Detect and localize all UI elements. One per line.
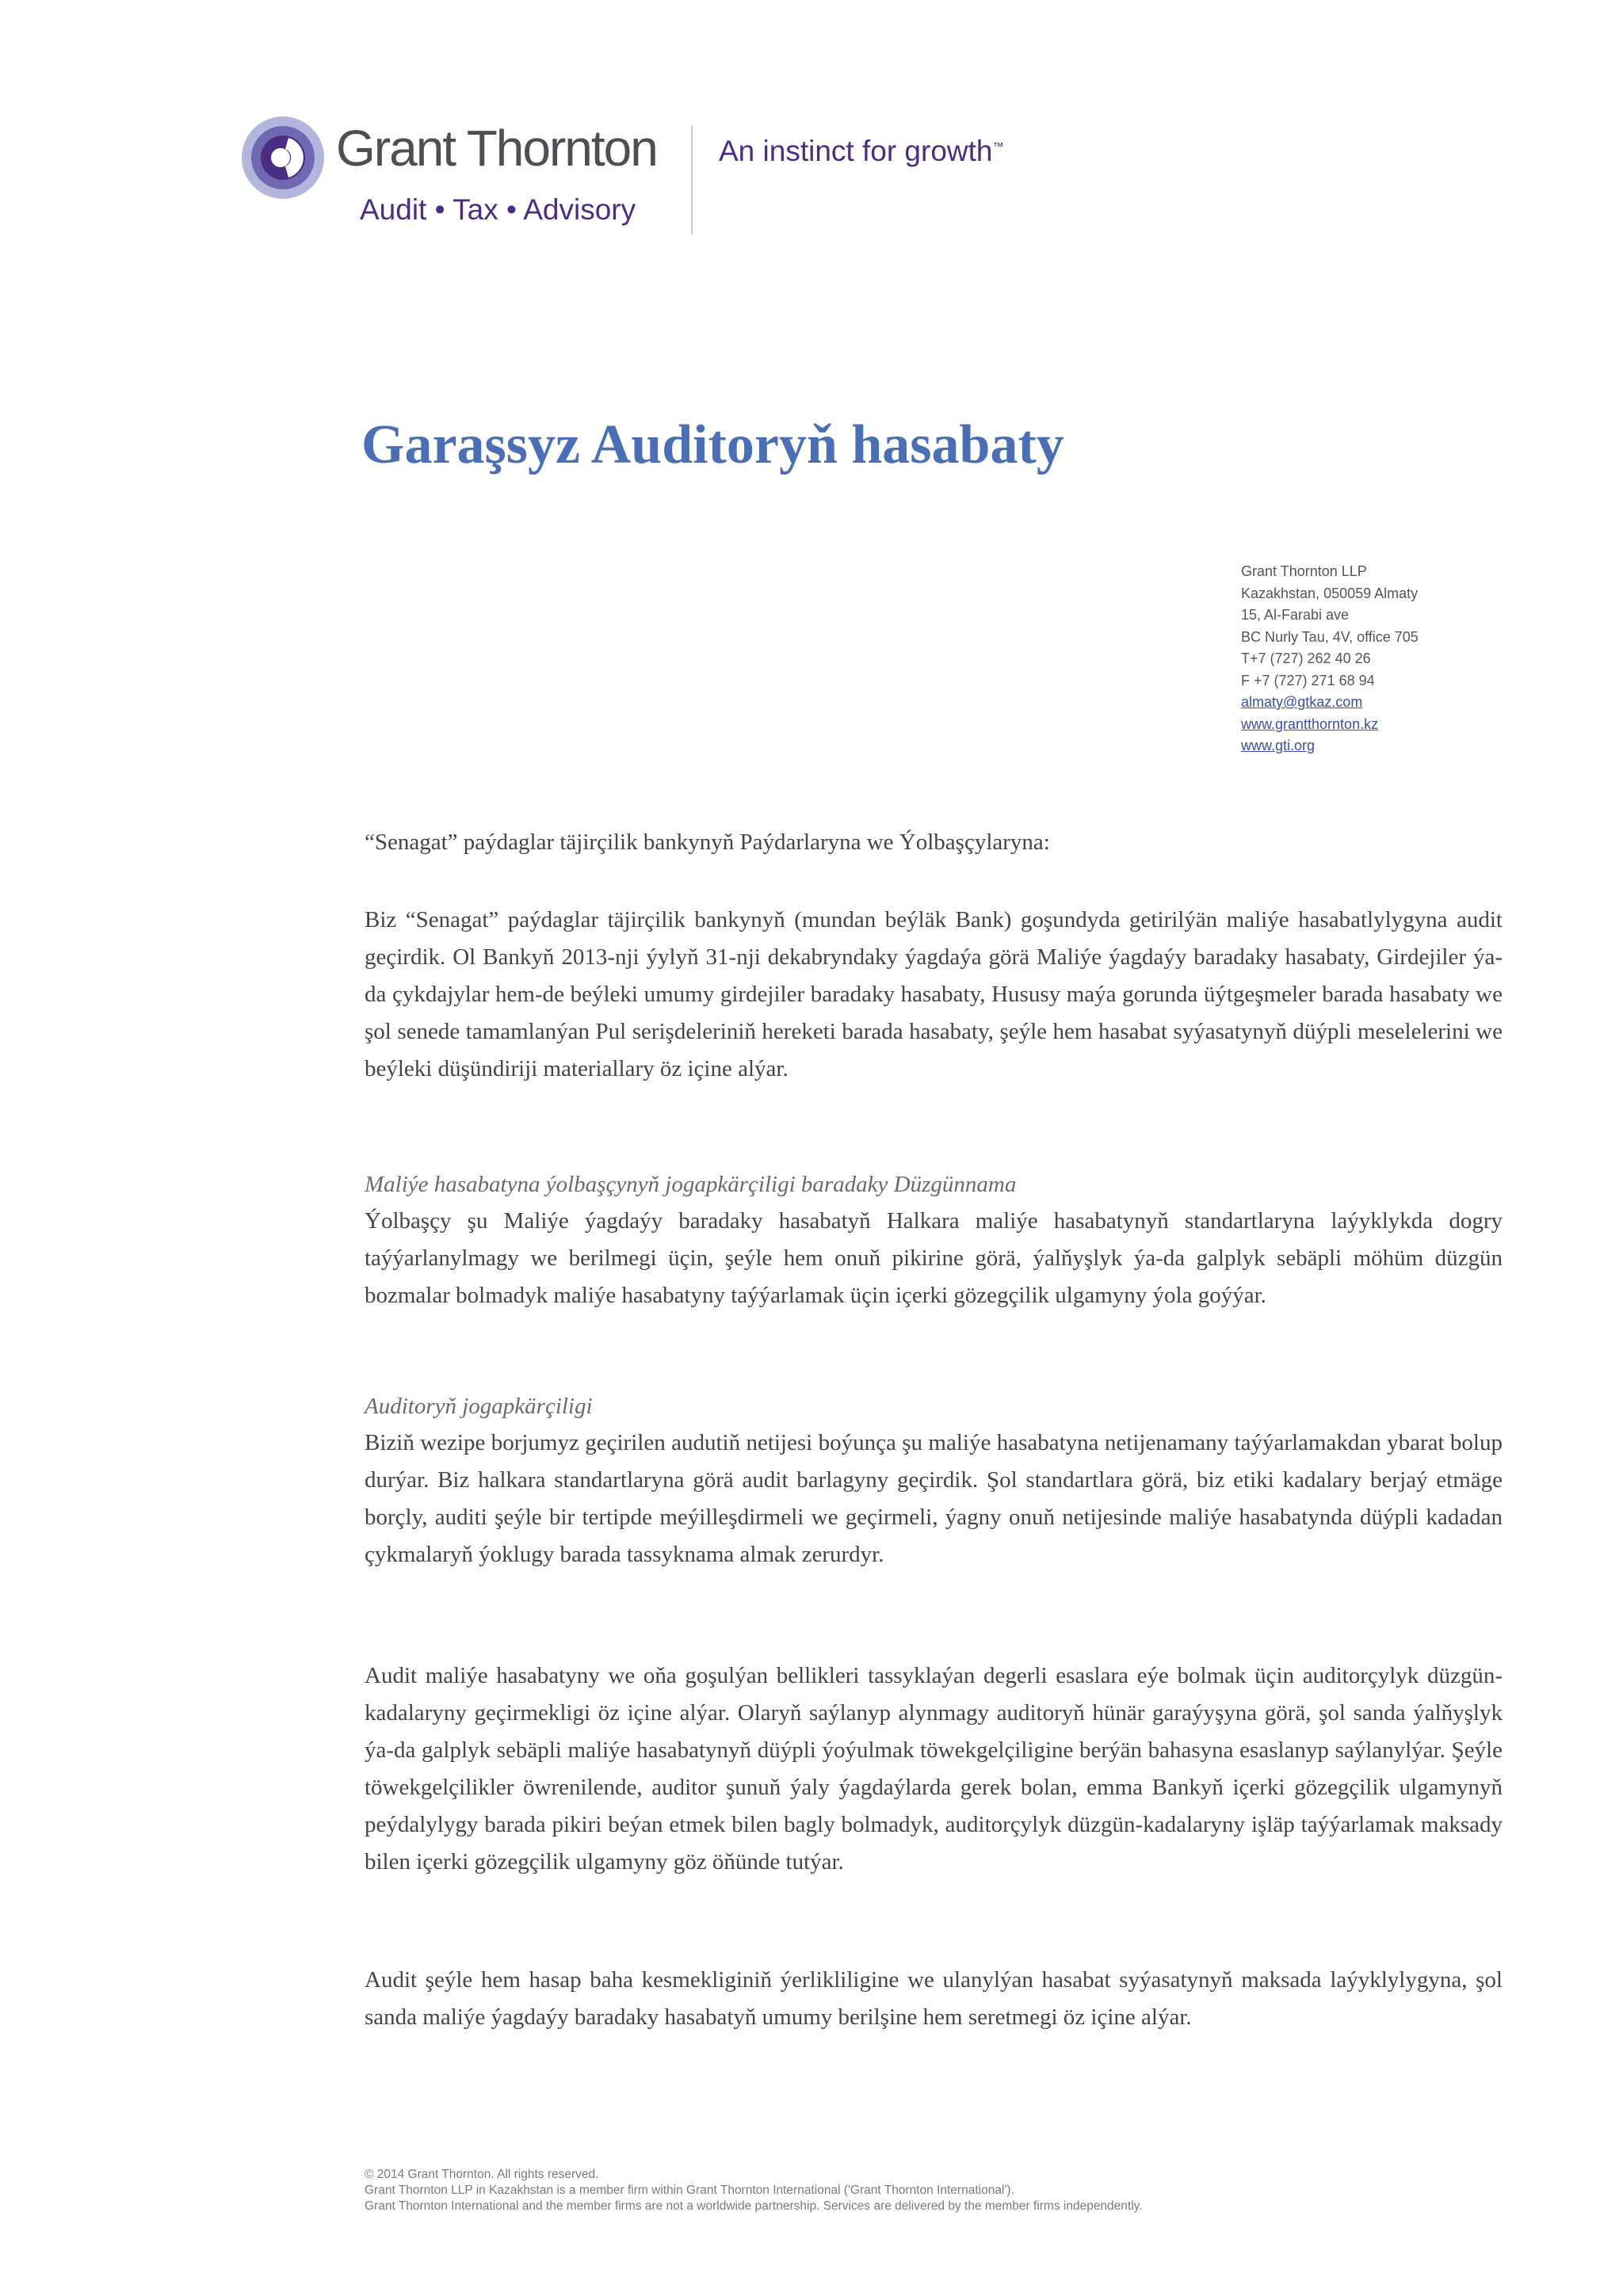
address-block bbox=[1241, 561, 1479, 757]
address-company: Grant Thornton LLP bbox=[1241, 563, 1367, 579]
address-fax: F +7 (727) 271 68 94 bbox=[1241, 672, 1375, 688]
header-divider bbox=[691, 125, 693, 235]
section-management-paragraph bbox=[365, 1203, 1503, 1314]
tagline bbox=[719, 135, 1003, 168]
section2-heading-text: Auditoryň jogapkärçiligi bbox=[365, 1394, 593, 1419]
email-link[interactable]: almaty@gtkaz.com bbox=[1241, 694, 1363, 710]
section2-text: Biziň wezipe borjumyz geçirilen audutiň netijesi boýunça şu maliýe hasabatyna netijenamany taýýarlamakdan ybarat bolup durýar. Biz halkara standartlaryna görä audit barlagyny geçirdik. Şol standartlara görä, biz etiki kadalary berjaý etmäge borçly, auditi şeýle bir tertipde meýilleşdirmeli we geçirmeli, ýagny onuň netijesinde maliýe hasabatynda düýpli kadadan çykmalaryň ýoklugy barada tassyknama almak zerurdyr. bbox=[365, 1430, 1503, 1567]
tagline-text: An instinct for growth bbox=[719, 135, 993, 167]
footer-member-note: Grant Thornton LLP in Kazakhstan is a member firm within Grant Thornton International ('Grant Thornton International'). bbox=[365, 2183, 1014, 2197]
intro-paragraph bbox=[365, 902, 1503, 1088]
audit-procedures-paragraph bbox=[365, 1657, 1503, 1881]
global-website-link[interactable]: www.gti.org bbox=[1241, 738, 1316, 753]
salutation bbox=[365, 824, 1503, 861]
section-auditor-paragraph bbox=[365, 1425, 1503, 1573]
audit-evaluation-paragraph bbox=[365, 1962, 1503, 2036]
brand-services: Audit • Tax • Advisory bbox=[360, 193, 636, 226]
address-line1: Kazakhstan, 050059 Almaty bbox=[1241, 585, 1419, 601]
footer bbox=[365, 2167, 1553, 2214]
intro-text: Biz “Senagat” paýdaglar täjirçilik bankynyň (mundan beýläk Bank) goşundyda getirilýän maliýe hasabatlylygyna audit geçirdik. Ol Bankyň 2013-nji ýylyň 31-nji dekabryndaky ýagdaýa görä Maliýe ýagdaýy baradaky hasabaty, Girdejiler ýa-da çykdajylar hem-de beýleki umumy girdejiler baradaky hasabaty, Hususy maýa gorunda üýtgeşmeler barada hasabaty we şol senede tamamlanýan Pul serişdeleriniň hereketi barada hasabaty, şeýle hem hasabat syýasatynyň düýpli meselelerini we beýleki düşündiriji materiallary öz içine alýar. bbox=[365, 907, 1503, 1081]
section1-text: Ýolbaşçy şu Maliýe ýagdaýy baradaky hasabatyň Halkara maliýe hasabatynyň standartlaryna laýyklykda dogry taýýarlanylmagy we berilmegi üçin, şeýle hem onuň pikirine görä, ýalňyşlyk ýa-da galplyk sebäpli möhüm düzgün bozmalar bolmadyk maliýe hasabatyny taýýarlamak üçin içerki gözegçilik ulgamyny ýola goýýar. bbox=[365, 1208, 1503, 1308]
salutation-text: “Senagat” paýdaglar täjirçilik bankynyň Paýdarlaryna we Ýolbaşçylaryna: bbox=[365, 830, 1050, 855]
address-phone: T+7 (727) 262 40 26 bbox=[1241, 650, 1371, 666]
letterhead bbox=[239, 108, 1032, 242]
para3-text: Audit maliýe hasabatyny we oňa goşulýan bellikleri tassyklaýan degerli esaslara eýe bolmak üçin auditorçylyk düzgün-kadalaryny geçirmekligi öz içine alýar. Olaryň saýlanyp alynmagy auditoryň hünär garaýyşyna görä, şol sanda ýalňyşlyk ýa-da galplyk sebäpli maliýe hasabatynyň düýpli ýoýulmak töwekgelçiligine berýän bahasyna esaslanyp saýlanylýar. Şeýle töwekgelçilikler öwrenilende, auditor şunuň ýaly ýagdaýlarda gerek bolan, emma Bankyň içerki gözegçilik ulgamynyň peýdalylygy barada pikiri beýan etmek bilen bagly bolmadyk, auditorçylyk düzgün-kadalaryny işläp taýýarlamak maksady bilen içerki gözegçilik ulgamyny göz öňünde tutýar. bbox=[365, 1663, 1503, 1875]
website-link[interactable]: www.grantthornton.kz bbox=[1241, 715, 1379, 732]
address-line3: BC Nurly Tau, 4V, office 705 bbox=[1241, 628, 1419, 645]
footer-copyright: © 2014 Grant Thornton. All rights reserved. bbox=[365, 2168, 599, 2181]
address-line2: 15, Al-Farabi ave bbox=[1241, 607, 1350, 623]
section1-heading-text: Maliýe hasabatyna ýolbaşçynyň jogapkärçiligi baradaky Düzgünnama bbox=[365, 1172, 1017, 1197]
trademark-mark: ™ bbox=[992, 139, 1004, 153]
section-heading-auditor bbox=[365, 1388, 1503, 1425]
section-heading-management bbox=[365, 1166, 1503, 1203]
para4-text: Audit şeýle hem hasap baha kesmekliginiň ýerlikliligine we ulanylýan hasabat syýasatynyň maksada laýyklylygyna, şol sanda maliýe ýagdaýy baradaky hasabatyň umumy berilşine hem seretmegi öz içine alýar. bbox=[365, 1967, 1503, 2030]
page-title: Garaşsyz Auditoryň hasabaty bbox=[361, 414, 1064, 475]
grant-thornton-logo-icon bbox=[239, 114, 327, 201]
footer-disclaimer: Grant Thornton International and the member firms are not a worldwide partnership. Services are delivered by the member firms independently. bbox=[365, 2199, 1143, 2213]
brand-name: Grant Thornton bbox=[336, 120, 657, 177]
